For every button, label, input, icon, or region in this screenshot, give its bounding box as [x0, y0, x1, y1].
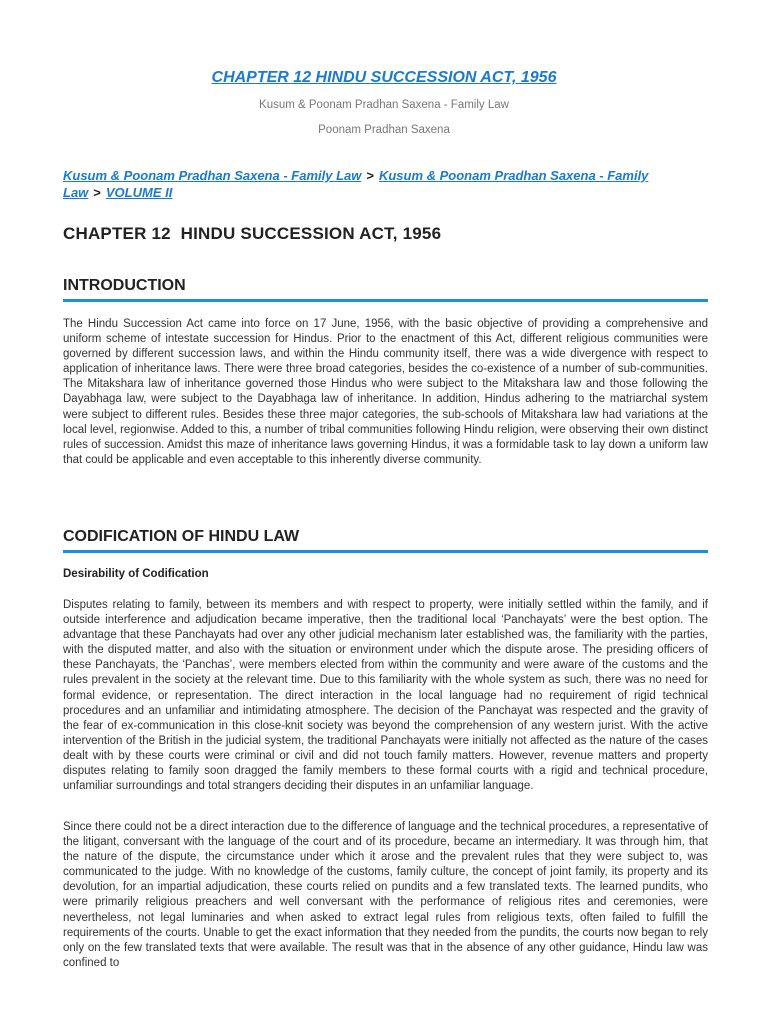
document-author: Poonam Pradhan Saxena	[318, 124, 450, 136]
introduction-paragraph: The Hindu Succession Act came into force on 17 June, 1956, with the basic objective of providing a comprehensive and uniform scheme of intestate succession for Hindus. Prior to the enactment of this Act, different religious communities were governed by different succession laws, and within the Hindu community itself, there was a wide divergence with respect to application of inheritance laws. There were three broad categories, besides the co-existence of a number of sub-communities. The Mitakshara law of inheritance governed those Hindus who were subject to the Mitakshara law and those following the Dayabhaga law, were subject to the Dayabhaga law of inheritance. In addition, Hindus adhering to the matriarchal system were subject to different rules. Besides these three major categories, the sub-schools of Mitakshara law had variations at the local level, regionwise. Added to this, a number of tribal communities following Hindu religion, were observing their own distinct rules of succession. Amidst this maze of inheritance laws governing Hindus, it was a formidable task to lay down a uniform law that could be applicable and even acceptable to this inherently diverse community.	[63, 318, 708, 466]
breadcrumb	[63, 167, 708, 201]
breadcrumb-separator: >	[366, 168, 374, 183]
codification-paragraph-2: Since there could not be a direct interaction due to the difference of language and the technical procedures, a representative of the litigant, conversant with the language of the court and of its procedure, became an intermediary. It was through him, that the nature of the dispute, the circumstance under which it arose and the prevalent rules that they were subject to, was communicated to the judge. With no knowledge of the customs, family culture, the concept of joint family, its property and its devolution, for an impartial adjudication, these courts relied on pundits and a few translated texts. The learned pundits, who were primarily religious preachers and well conversant with the performance of religious rites and ceremonies, were nevertheless, not legal luminaries and when asked to extract legal rules from religious texts, often failed to fulfill the requirements of the courts. Unable to get the exact information that they needed from the pundits, the courts now began to rely only on the few translated texts that were available. The result was that in the absence of any other guidance, Hindu law was confined to	[63, 821, 708, 969]
desirability-subheading: Desirability of Codification	[63, 568, 209, 580]
codification-heading: CODIFICATION OF HINDU LAW	[63, 528, 708, 553]
breadcrumb-link-volume-ii[interactable]: VOLUME II	[105, 185, 173, 200]
breadcrumb-separator: >	[93, 185, 101, 200]
chapter-heading: CHAPTER 12 HINDU SUCCESSION ACT, 1956	[63, 224, 442, 243]
codification-paragraph-1: Disputes relating to family, between its members and with respect to property, were initially settled within the family, and if outside interference and adjudication became imperative, then the traditional local ‘Panchayats’ were the best option. The advantage that these Panchayats had over any other judicial mechanism later established was, the familiarity with the parties, with the disputed matter, and also with the situation or environment under which the dispute arose. The presiding officers of these Panchayats, the ‘Panchas’, were members elected from within the community and were aware of the customs and the rules prevalent in the society at the relevant time. Due to this familiarity with the whole system as such, there was no need for formal evidence, or representation. The direct interaction in the local language had no requirement of rigid technical procedures and an unfamiliar and intimidating atmosphere. The decision of the Panchayat was respected and the gravity of the fear of ex-communication in this close-knit society was beyond the comprehension of any western jurist. With the active intervention of the British in the judicial system, the traditional Panchayats were initially not affected as the nature of the cases dealt with by these courts were criminal or civil and did not touch family matters. However, revenue matters and property disputes relating to family soon dragged the family members to these formal courts with a rigid and technical procedure, unfamiliar surroundings and total strangers deciding their disputes in an unfamiliar language.	[63, 599, 708, 793]
document-subtitle: Kusum & Poonam Pradhan Saxena - Family Law	[259, 99, 509, 111]
breadcrumb-link-family-law-2[interactable]: Kusum & Poonam Pradhan Saxena - Family Law	[63, 168, 649, 200]
document-title-link[interactable]: CHAPTER 12 HINDU SUCCESSION ACT, 1956	[211, 69, 557, 86]
breadcrumb-link-family-law[interactable]: Kusum & Poonam Pradhan Saxena - Family Law	[63, 168, 362, 183]
introduction-heading: INTRODUCTION	[63, 277, 708, 302]
